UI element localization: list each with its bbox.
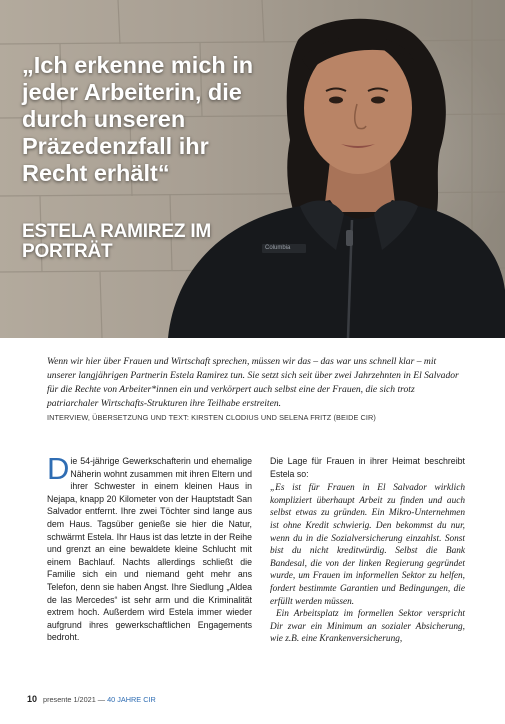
magazine-issue: presente 1/2021 — xyxy=(43,695,108,704)
article-kicker: ESTELA RAMIREZ IM PORTRÄT xyxy=(22,221,212,262)
right-column-intro: Die Lage für Frauen in ihrer Heimat beschreibt Estela so: xyxy=(270,456,465,479)
author-credit: INTERVIEW, ÜBERSETZUNG UND TEXT: KIRSTEN CLODIUS UND SELENA FRITZ (BEIDE CIR) xyxy=(47,413,376,422)
right-column xyxy=(270,455,465,646)
article-intro: Wenn wir hier über Frauen und Wirtschaft sprechen, müssen wir das – das war uns schnell klar – mit unserer langjährigen Partnerin Estela Ramirez tun. Sie setzt sich seit über zwei Jahrzehnten in El Salvador für die Rechte von Arbeiter*innen ein und verkörpert auch selbst eine der Frauen, die sich trotz patriarchaler Wirtschafts-Strukturen ihre Teilhabe erstreiten. xyxy=(47,356,459,409)
anniversary-label: 40 JAHRE CIR xyxy=(107,695,156,704)
quote-paragraph-1: „Es ist für Frauen in El Salvador wirklich kompliziert überhaupt Arbeit zu finden und auch selbst etwas zu gründen. Ein Mikro-Unternehmen ist ohne Kredit schwierig. Den bekommst du nur, wenn du in die Sozialversicherung einzahlst. Sonst bist du nicht kreditwürdig. Selbst die Bank Bandesal, die von der linken Regierung gegründet wurde, um Frauen im informellen Sektor zu helfen, fordert bestimmte Garantien und Bedingungen, die erfüllt werden müssen. xyxy=(270,483,465,607)
quote-paragraph-2: Ein Arbeitsplatz im formellen Sektor verspricht Dir zwar ein Minimum an sozialer Absicherung, wie z.B. eine Krankenversicherung, xyxy=(270,609,465,645)
left-column xyxy=(47,451,252,644)
article-headline: „Ich erkenne mich in jeder Arbeiterin, die durch unseren Präzedenzfall ihr Recht erhält“ xyxy=(22,52,254,186)
left-column-paragraph xyxy=(47,451,252,644)
page-number: 10 xyxy=(27,694,38,704)
left-column-text: ie 54-jährige Gewerkschafterin und ehemalige Näherin wohnt zusammen mit ihren Eltern und ihrer Schwester in einem kleinen Haus in Nejapa, knapp 20 Kilometer von der Hauptstadt San Salvador entfernt. Ihre zwei Töchter sind lange aus dem Haus. Tagsüber genieße sie hier die Natur, schwärmt Estela. Ihr Haus ist das letzte in der Reihe und grenzt an eine bewaldete kleine Schlucht mit einem Bachlauf. Nachts allerdings schließt die Familie sich ein und niemand geht mehr ans Telefon, denn sie haben Angst. Ihre Siedlung „Aldea de las Mercedes“ ist sehr arm und die Kriminalität extrem hoch. Außerdem wird Estela immer wieder aufgrund ihres gewerkschaftlichen Engagements bedroht. xyxy=(47,456,252,643)
hero-photo xyxy=(0,0,505,338)
drop-cap: D xyxy=(47,451,70,486)
page-footer xyxy=(27,694,156,704)
jacket-brand-label: Columbia xyxy=(265,245,291,251)
